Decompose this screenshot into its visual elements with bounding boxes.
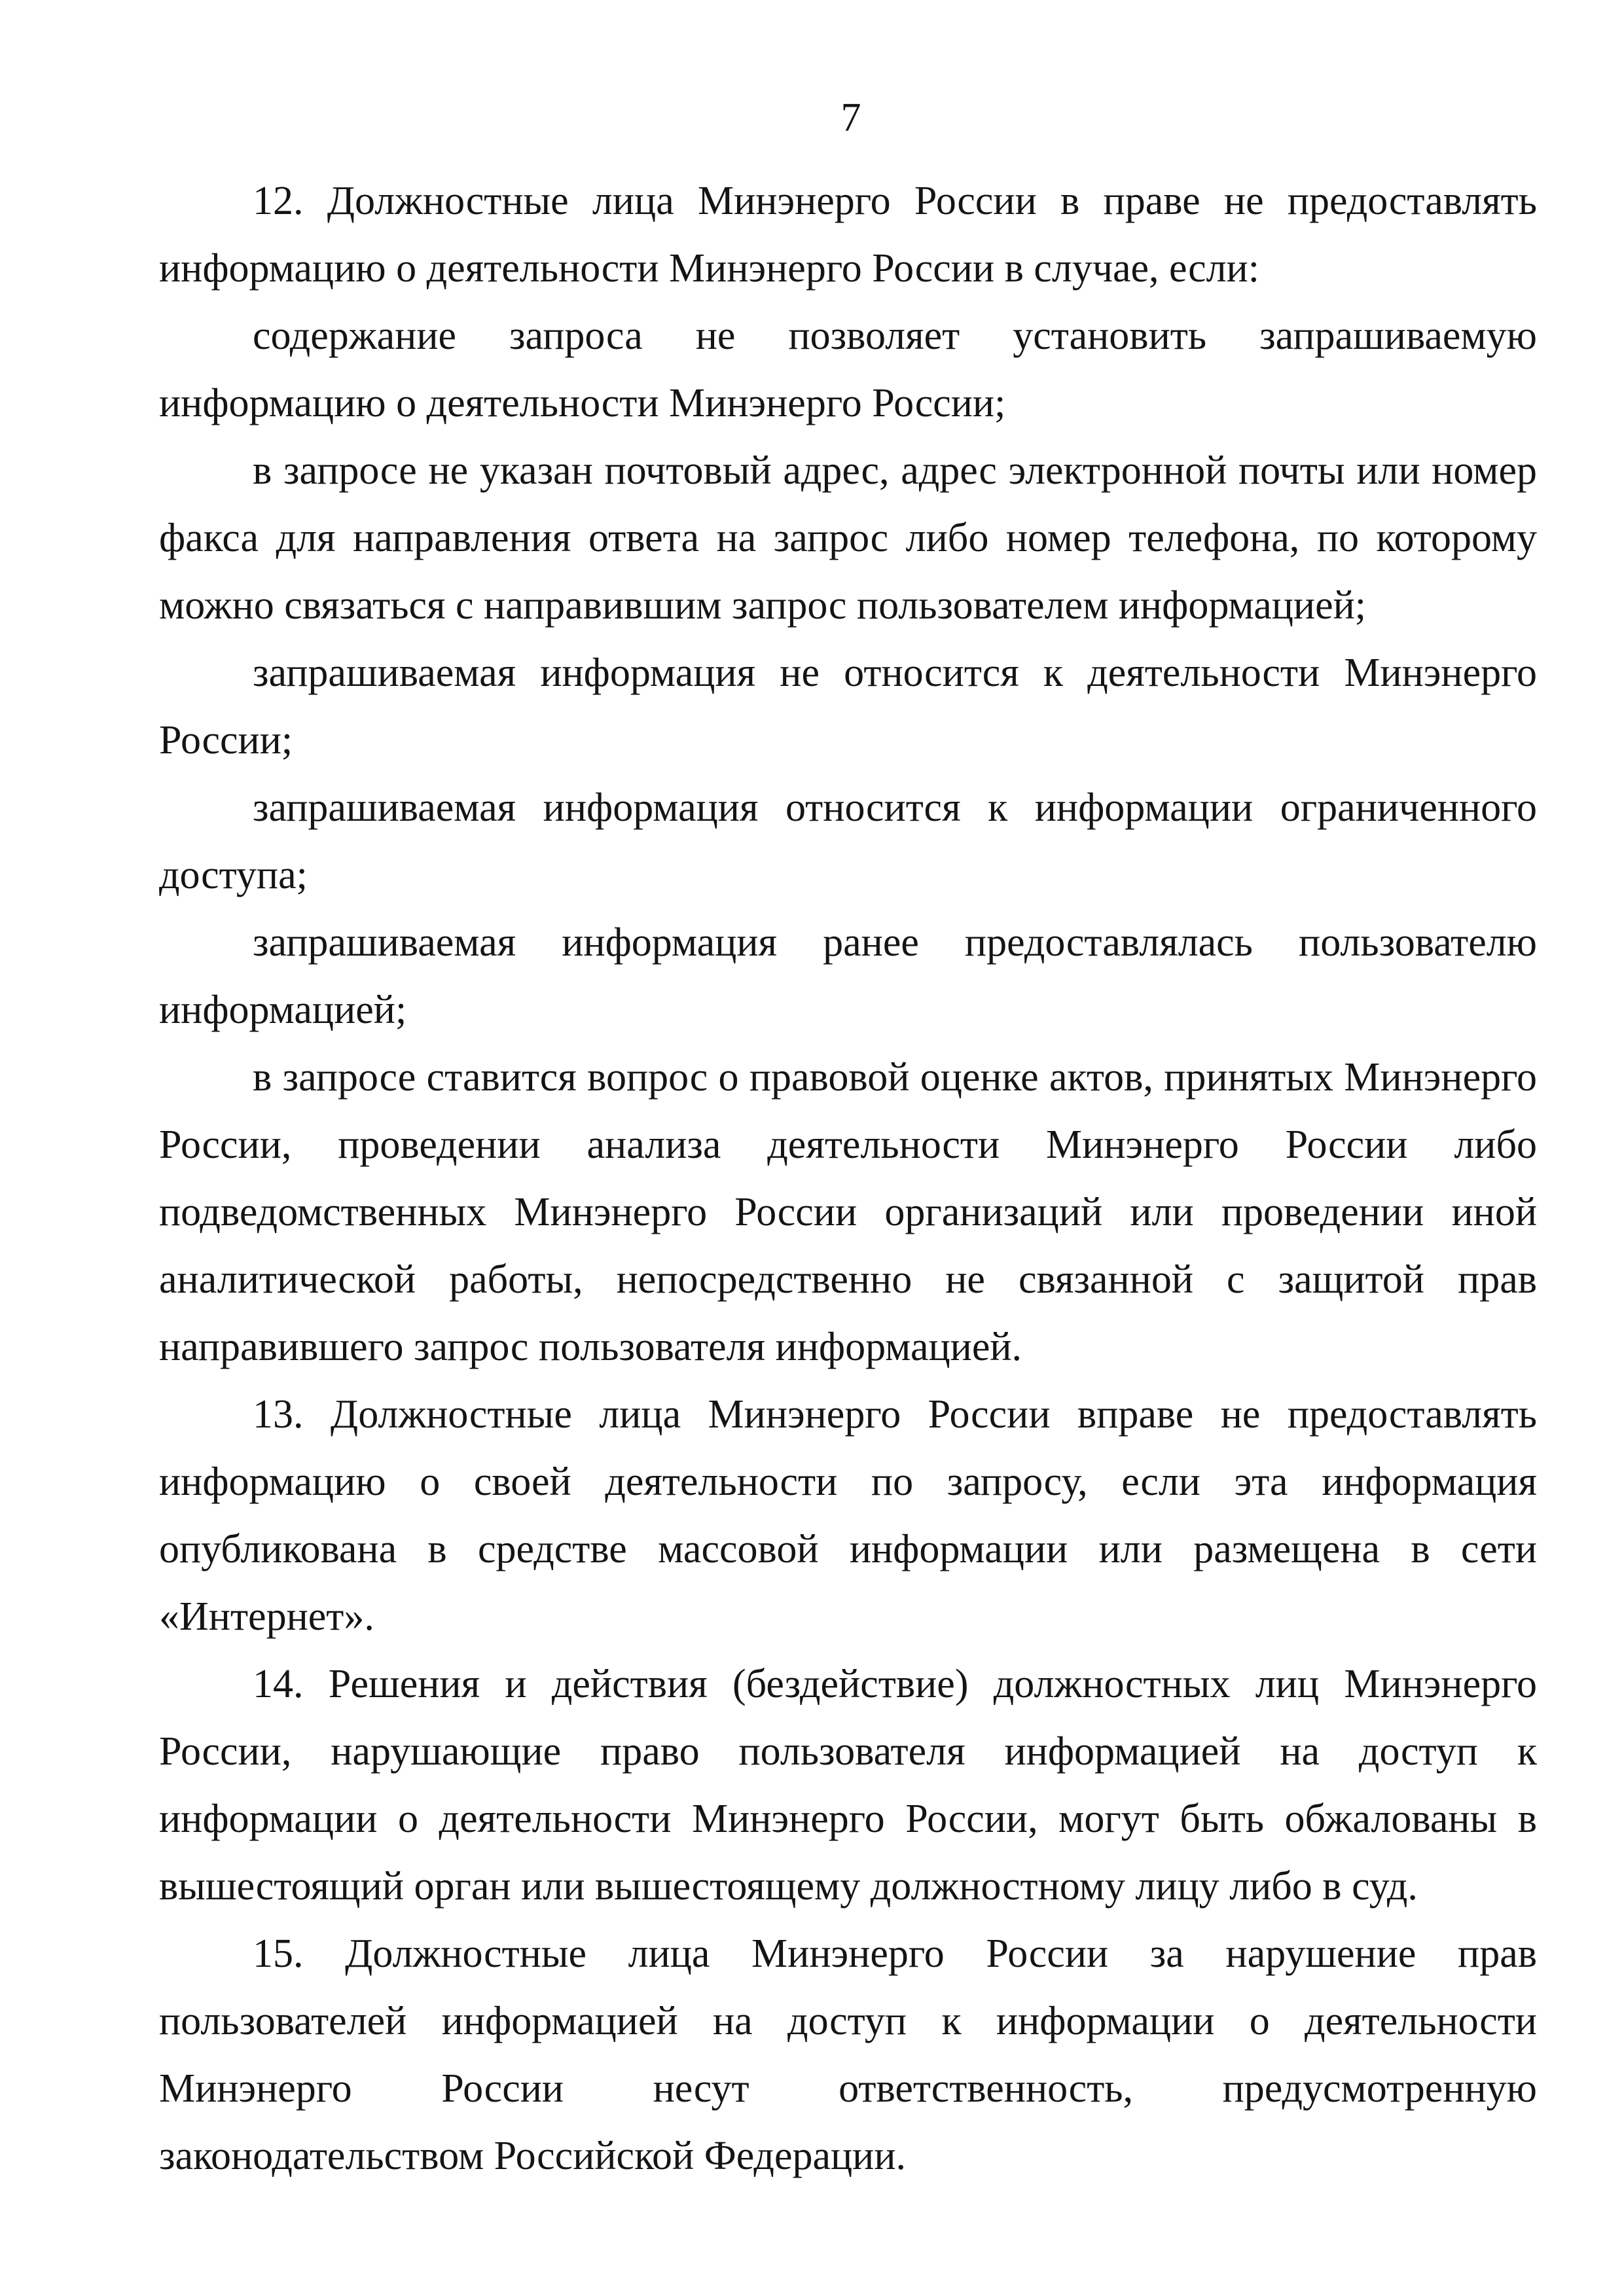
- page-number: 7: [840, 96, 861, 140]
- paragraph-14: 14. Решения и действия (бездействие) должностных лиц Минэнерго России, нарушающие право пользователя информацией на доступ к информации о деятельности Минэнерго России, могут быть обжалованы в вышестоящий орган или вышестоящему должностному лицу либо в суд.: [159, 1662, 1537, 1909]
- paragraph-12: 12. Должностные лица Минэнерго России в праве не предоставлять информацию о деятельности Минэнерго России в случае, если:: [159, 179, 1537, 291]
- document-body: [159, 168, 1537, 2190]
- paragraph-13: 13. Должностные лица Минэнерго России вправе не предоставлять информацию о своей деятельности по запросу, если эта информация опубликована в средстве массовой информации или размещена в сети «Интернет».: [159, 1392, 1537, 1639]
- paragraph-15: 15. Должностные лица Минэнерго России за нарушение прав пользователей информацией на доступ к информации о деятельности Минэнерго России несут ответственность, предусмотренную законодательством Российской Федерации.: [159, 1931, 1537, 2178]
- list-item-legal-assessment: в запросе ставится вопрос о правовой оценке актов, принятых Минэнерго России, проведении анализа деятельности Минэнерго России либо подведомственных Минэнерго России организаций или проведении иной аналитической работы, непосредственно не связанной с защитой прав направившего запрос пользователя информацией.: [159, 1055, 1537, 1369]
- list-item-restricted-access: запрашиваемая информация относится к информации ограниченного доступа;: [159, 785, 1537, 897]
- list-item-previously-provided: запрашиваемая информация ранее предоставлялась пользователю информацией;: [159, 920, 1537, 1032]
- list-item-request-content: содержание запроса не позволяет установить запрашиваемую информацию о деятельности Минэнерго России;: [159, 314, 1537, 425]
- list-item-not-related: запрашиваемая информация не относится к деятельности Минэнерго России;: [159, 651, 1537, 762]
- list-item-no-address: в запросе не указан почтовый адрес, адрес электронной почты или номер факса для направления ответа на запрос либо номер телефона, по которому можно связаться с направившим запрос пользователем информацией;: [159, 448, 1537, 628]
